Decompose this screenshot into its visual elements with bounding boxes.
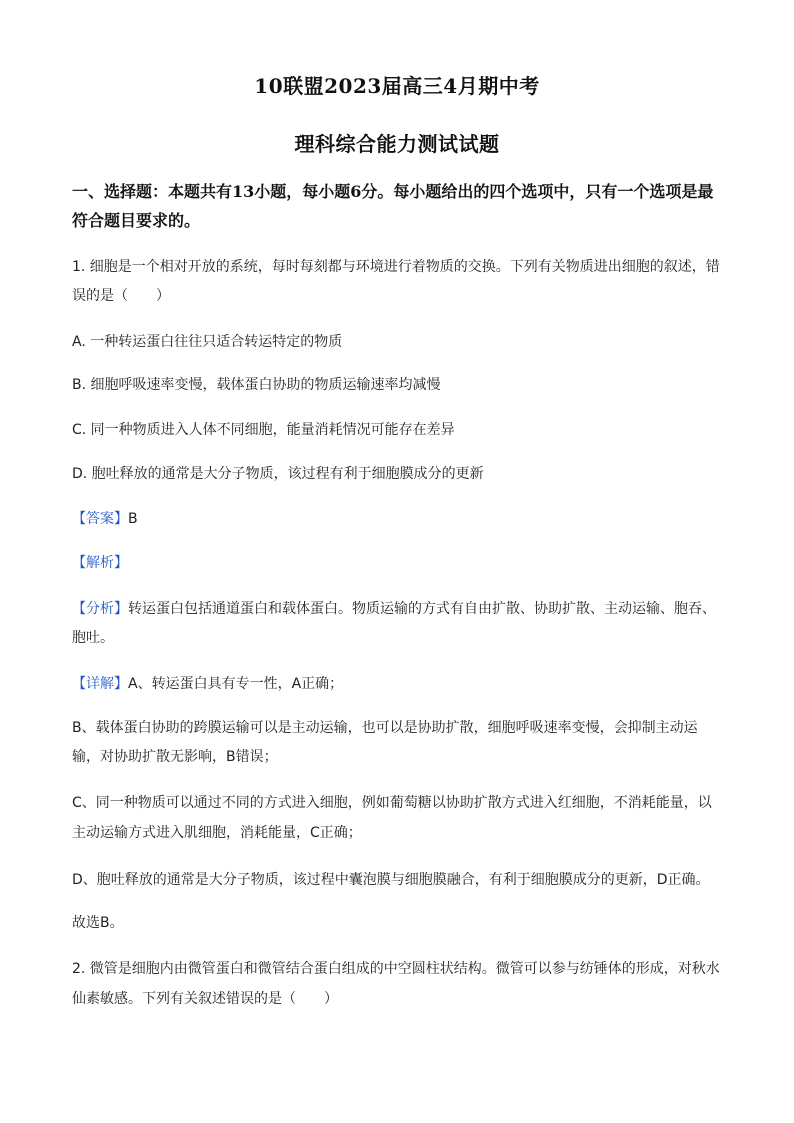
- q1-option-b: B. 细胞呼吸速率变慢，载体蛋白协助的物质运输速率均减慢: [72, 377, 441, 393]
- fenxi-line2: 胞吐。: [72, 630, 114, 646]
- detail-d: D、胞吐释放的通常是大分子物质，该过程中囊泡膜与细胞膜融合，有利于细胞膜成分的更新，D正确。: [72, 872, 710, 888]
- analysis-tag: 【解析】: [72, 555, 128, 571]
- fenxi-text: 转运蛋白包括通道蛋白和载体蛋白。物质运输的方式有自由扩散、协助扩散、主动运输、胞吞、: [128, 601, 716, 617]
- q1-option-d: D. 胞吐释放的通常是大分子物质，该过程有利于细胞膜成分的更新: [72, 466, 484, 482]
- q1-answer: [72, 508, 732, 528]
- exam-subtitle: 理科综合能力测试试题: [294, 132, 500, 156]
- section-heading-line2: 符合题目要求的。: [72, 211, 201, 230]
- q1-stem-line2: 误的是（ ）: [72, 288, 170, 304]
- detail-c-line1: C、同一种物质可以通过不同的方式进入细胞，例如葡萄糖以协助扩散方式进入红细胞，不消耗能量，以: [72, 795, 712, 811]
- q2-stem-line1: 2. 微管是细胞内由微管蛋白和微管结合蛋白组成的中空圆柱状结构。微管可以参与纺锤体的形成，对秋水: [72, 961, 720, 977]
- answer-value: B: [128, 511, 138, 527]
- detail-tag: 【详解】: [72, 676, 128, 692]
- detail-c-line2: 主动运输方式进入肌细胞，消耗能量，C正确；: [72, 825, 362, 841]
- conclusion: 故选B。: [72, 915, 124, 931]
- detail-b-line2: 输，对协助扩散无影响，B错误；: [72, 749, 278, 765]
- detail-a-text: A、转运蛋白具有专一性，A正确；: [128, 676, 344, 692]
- fenxi-line1: [72, 598, 732, 618]
- q1-option-c: C. 同一种物质进入人体不同细胞，能量消耗情况可能存在差异: [72, 422, 455, 438]
- q1-option-a: A. 一种转运蛋白往往只适合转运特定的物质: [72, 334, 343, 350]
- exam-title: 10联盟2023届高三4月期中考: [254, 74, 540, 98]
- fenxi-tag: 【分析】: [72, 601, 128, 617]
- q1-stem-line1: 1. 细胞是一个相对开放的系统，每时每刻都与环境进行着物质的交换。下列有关物质进出细胞的叙述，错: [72, 259, 720, 275]
- answer-tag: 【答案】: [72, 511, 128, 527]
- q2-stem-line2: 仙素敏感。下列有关叙述错误的是（ ）: [72, 991, 338, 1007]
- detail-a: [72, 673, 732, 693]
- section-heading-line1: 一、选择题：本题共有13小题，每小题6分。每小题给出的四个选项中，只有一个选项是最: [72, 182, 714, 201]
- detail-b-line1: B、载体蛋白协助的跨膜运输可以是主动运输，也可以是协助扩散，细胞呼吸速率变慢，会抑制主动运: [72, 720, 698, 736]
